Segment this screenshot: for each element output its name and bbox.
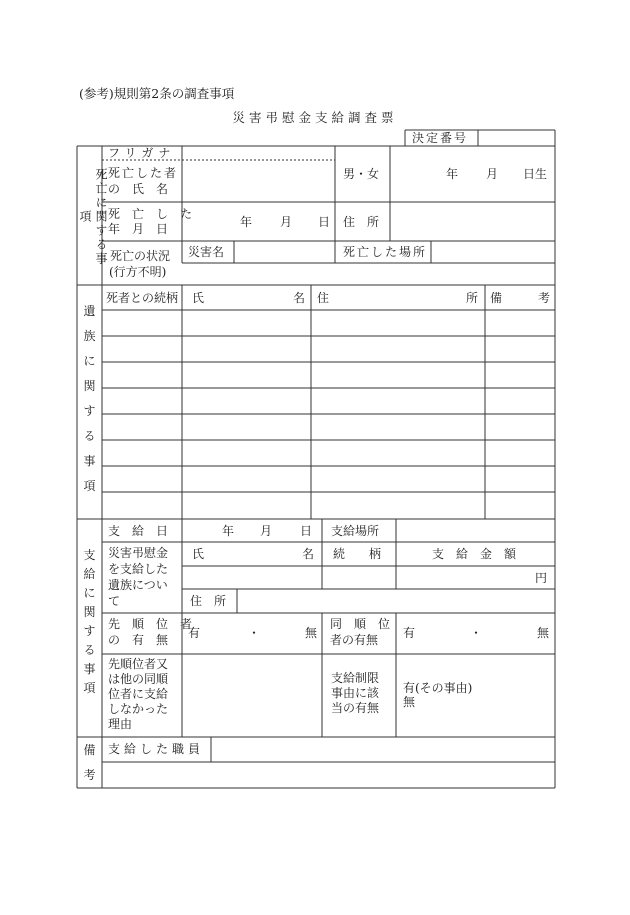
restriction-no: 無 [403, 695, 416, 709]
death-status-label-2: (行方不明) [109, 265, 167, 279]
payment-staff-label: 支給した職員 [108, 742, 205, 756]
payment-month: 月 [260, 524, 273, 538]
death-date-label-2: 年 月 日 [108, 222, 169, 236]
payment-date-label: 支 給 日 [108, 524, 169, 538]
disaster-name-label: 災害名 [188, 245, 225, 259]
family-section-label: 遺 族 に 関 す る 事 項 [83, 304, 96, 493]
reason-label-5: 理由 [108, 717, 133, 731]
payment-place-label: 支給場所 [331, 524, 380, 538]
yen-unit: 円 [535, 571, 548, 585]
recipient-name-a: 氏 [192, 547, 205, 561]
deceased-name-label-2: の 氏 名 [108, 182, 169, 196]
birth-day: 日生 [523, 167, 548, 181]
death-section-label: 死亡に関する事項 [78, 168, 108, 266]
prior-label-2: の 有 無 [108, 633, 169, 647]
reason-label-3: 位者に支給 [108, 687, 169, 701]
deceased-name-label-1: 死亡した者 [108, 166, 179, 180]
reference-note: (参考)規則第2条の調査事項 [79, 86, 235, 101]
birth-year: 年 [446, 167, 459, 181]
reason-label-1: 先順位者又 [108, 657, 169, 671]
reason-label-2: は他の同順 [108, 672, 169, 686]
same-yes: 有 [403, 626, 416, 640]
same-rank-label-1: 同 順 位 [330, 617, 391, 631]
col-remarks-b: 考 [538, 291, 551, 305]
same-dot: ・ [470, 626, 483, 640]
payment-section-label: 支 給 に 関 す る 事 項 [83, 548, 96, 695]
death-place-label: 死亡した場所 [343, 245, 428, 259]
same-no: 無 [537, 626, 550, 640]
restriction-label-1: 支給制限 [331, 671, 380, 685]
recipient-label-2: を支給した [108, 562, 169, 576]
col-remarks-a: 備 [490, 291, 503, 305]
prior-label-1: 先 順 位 者 [108, 617, 193, 631]
furigana-label: フリガナ [108, 146, 176, 160]
restriction-label-3: 当の有無 [331, 701, 380, 715]
col-address-b: 所 [466, 291, 479, 305]
restriction-label-2: 事由に該 [331, 686, 380, 700]
decision-number-label: 決定番号 [412, 131, 469, 145]
same-rank-label-2: 者の有無 [330, 633, 379, 647]
prior-no: 無 [305, 626, 318, 640]
recipient-label-3: 遺族につい [108, 578, 168, 592]
reason-label-4: しなかった [108, 702, 169, 716]
col-name-a: 氏 [192, 291, 205, 305]
payment-year: 年 [222, 524, 235, 538]
recipient-label-4: て [108, 594, 121, 608]
prior-dot: ・ [248, 626, 261, 640]
death-year: 年 [240, 215, 253, 229]
amount-label: 支 給 金 額 [432, 547, 517, 561]
prior-yes: 有 [188, 626, 201, 640]
recipient-address-label: 住 所 [190, 594, 227, 608]
payment-day: 日 [300, 524, 313, 538]
death-month: 月 [280, 215, 293, 229]
death-date-label-1: 死 亡 し た [108, 207, 193, 221]
col-address-a: 住 [317, 291, 330, 305]
address-label: 住 所 [343, 215, 380, 229]
restriction-yes: 有(その事由) [403, 681, 473, 695]
recipient-name-b: 名 [302, 547, 315, 561]
col-relation: 死者との続柄 [106, 291, 179, 305]
recipient-label-1: 災害弔慰金 [108, 546, 169, 560]
col-name-b: 名 [293, 291, 306, 305]
birth-month: 月 [486, 167, 499, 181]
recipient-relation-label: 続 柄 [333, 547, 382, 561]
death-status-label-1: 死亡の状況 [110, 249, 171, 263]
remarks-section-label: 備 考 [83, 743, 96, 782]
death-day: 日 [318, 215, 331, 229]
form-title: 災害弔慰金支給調査票 [232, 110, 398, 125]
gender-options: 男・女 [343, 167, 380, 181]
